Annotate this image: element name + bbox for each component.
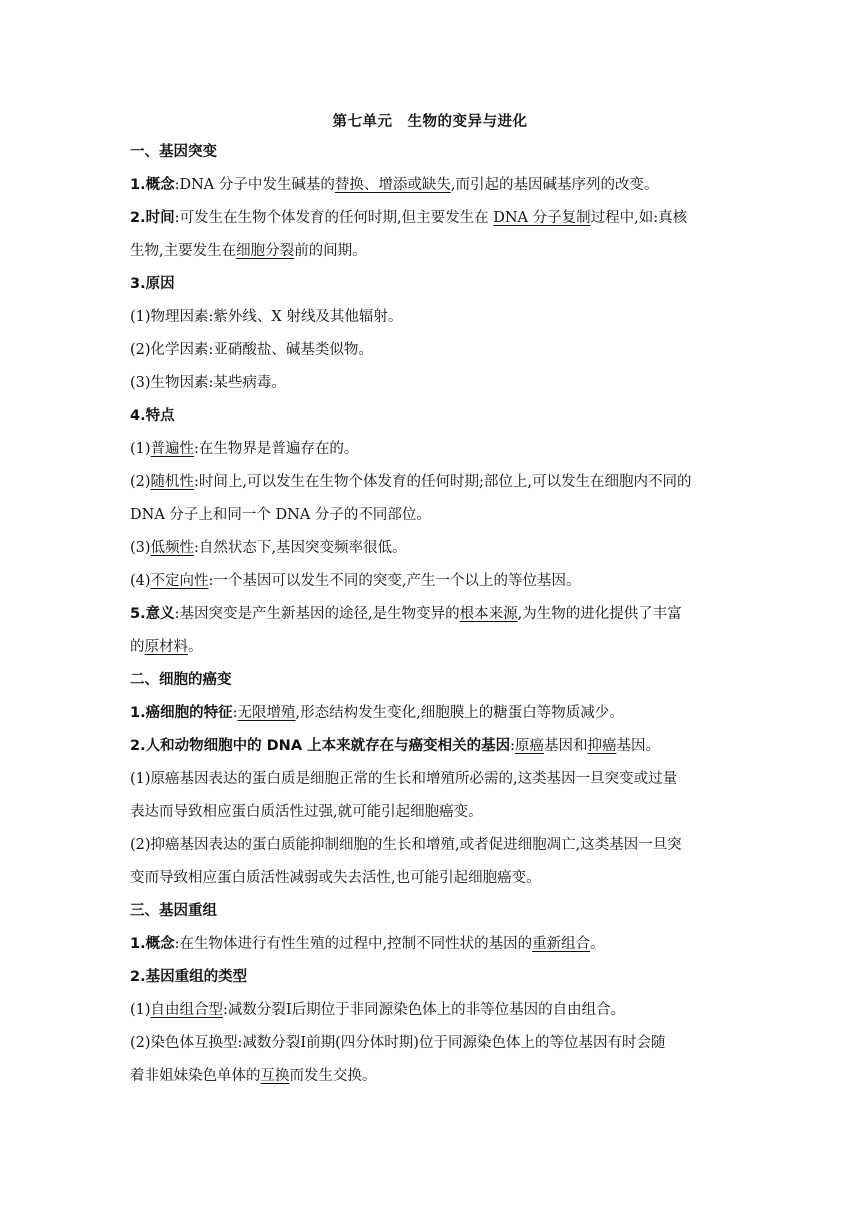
body-text: 。 (590, 936, 605, 952)
underlined-key-term: 随机性 (150, 474, 195, 490)
body-text: : (510, 738, 515, 754)
body-text: (3) (130, 540, 151, 556)
body-text: DNA 分子上和同一个 DNA 分子的不同部位。 (130, 507, 431, 523)
heading-text: 一、基因突变 (130, 144, 217, 160)
body-text: 。 (188, 639, 203, 655)
body-text: (3)生物因素:某些病毒。 (130, 375, 286, 391)
body-text: 的 (130, 639, 145, 655)
text-line (130, 433, 730, 466)
body-text: 着非姐妹染色单体的 (130, 1068, 261, 1084)
text-line (130, 829, 730, 862)
body-text: 基因。 (616, 738, 660, 754)
underlined-key-term: 重新组合 (532, 936, 591, 952)
body-text: (2) (130, 474, 151, 490)
heading-text: 2.基因重组的类型 (130, 969, 248, 985)
body-text: (2)抑癌基因表达的蛋白质能抑制细胞的生长和增殖,或者促进细胞凋亡,这类基因一旦突 (130, 837, 682, 853)
heading-text: 1.概念 (130, 177, 175, 193)
body-text: 生物,主要发生在 (130, 243, 237, 259)
heading-text: 2.人和动物细胞中的 DNA 上本来就存在与癌变相关的基因 (130, 738, 511, 754)
body-text: 表达而导致相应蛋白质活性过强,就可能引起细胞癌变。 (130, 804, 483, 820)
document-body (130, 136, 730, 1093)
text-line (130, 466, 730, 499)
heading-text: 二、细胞的癌变 (130, 672, 232, 688)
text-line (130, 961, 730, 994)
underlined-key-term: 替换、增添或缺失 (334, 177, 451, 193)
underlined-key-term: DNA 分子复制 (493, 210, 591, 226)
heading-text: 三、基因重组 (130, 903, 217, 919)
text-line (130, 367, 730, 400)
text-line (130, 895, 730, 928)
body-text: :在生物体进行有性生殖的过程中,控制不同性状的基因的 (174, 936, 533, 952)
text-line (130, 796, 730, 829)
text-line (130, 730, 730, 763)
underlined-key-term: 无限增殖 (237, 705, 296, 721)
underlined-key-term: 根本来源 (459, 606, 518, 622)
body-text: : (232, 705, 238, 721)
heading-text: 2.时间 (130, 210, 175, 226)
body-text: (2)化学因素:亚硝酸盐、碱基类似物。 (130, 342, 373, 358)
body-text: (1) (130, 441, 151, 457)
body-text: :减数分裂Ⅰ后期位于非同源染色体上的非等位基因的自由组合。 (223, 1002, 626, 1018)
body-text: (1)原癌基因表达的蛋白质是细胞正常的生长和增殖所必需的,这类基因一旦突变或过量 (130, 771, 678, 787)
underlined-key-term: 原癌 (514, 738, 544, 754)
text-line (130, 565, 730, 598)
heading-text: 5.意义 (130, 606, 175, 622)
body-text: 而发生交换。 (289, 1068, 377, 1084)
text-line (130, 697, 730, 730)
body-text: :基因突变是产生新基因的途径,是生物变异的 (174, 606, 460, 622)
body-text: :在生物界是普遍存在的。 (194, 441, 359, 457)
text-line (130, 763, 730, 796)
text-line (130, 928, 730, 961)
text-line (130, 532, 730, 565)
text-line (130, 499, 730, 532)
body-text: ,形态结构发生变化,细胞膜上的糖蛋白等物质减少。 (295, 705, 624, 721)
text-line (130, 400, 730, 433)
text-line (130, 235, 730, 268)
body-text: 前的间期。 (294, 243, 367, 259)
underlined-key-term: 自由组合型 (150, 1002, 224, 1018)
text-line (130, 202, 730, 235)
heading-text: 1.癌细胞的特征 (130, 705, 233, 721)
body-text: (4) (130, 573, 151, 589)
text-line (130, 169, 730, 202)
body-text: 基因和 (543, 738, 588, 754)
body-text: :自然状态下,基因突变频率很低。 (194, 540, 407, 556)
underlined-key-term: 抑癌 (587, 738, 617, 754)
underlined-key-term: 普遍性 (150, 441, 195, 457)
text-line (130, 994, 730, 1027)
body-text: :可发生在生物个体发育的任何时期,但主要发生在 (174, 210, 494, 226)
body-text: ,而引起的基因碱基序列的改变。 (450, 177, 659, 193)
body-text: 变而导致相应蛋白质活性减弱或失去活性,也可能引起细胞癌变。 (130, 870, 541, 886)
heading-text: 1.概念 (130, 936, 175, 952)
underlined-key-term: 原材料 (144, 639, 188, 655)
text-line (130, 1060, 730, 1093)
text-line (130, 862, 730, 895)
text-line (130, 598, 730, 631)
document-page (130, 106, 730, 1093)
text-line (130, 301, 730, 334)
body-text: :一个基因可以发生不同的突变,产生一个以上的等位基因。 (208, 573, 581, 589)
underlined-key-term: 细胞分裂 (236, 243, 295, 259)
body-text: :时间上,可以发生在生物个体发育的任何时期;部位上,可以发生在细胞内不同的 (194, 474, 692, 490)
text-line (130, 268, 730, 301)
body-text: 过程中,如:真核 (590, 210, 688, 226)
underlined-key-term: 低频性 (150, 540, 195, 556)
text-line (130, 334, 730, 367)
body-text: ,为生物的进化提供了丰富 (517, 606, 682, 622)
text-line (130, 136, 730, 169)
body-text: (1)物理因素:紫外线、X 射线及其他辐射。 (130, 309, 403, 325)
heading-text: 4.特点 (130, 408, 175, 424)
text-line (130, 664, 730, 697)
underlined-key-term: 互换 (260, 1068, 290, 1084)
page-title: 第七单元 生物的变异与进化 (332, 114, 528, 130)
body-text: (1) (130, 1002, 151, 1018)
body-text: :DNA 分子中发生碱基的 (174, 177, 335, 193)
underlined-key-term: 不定向性 (150, 573, 209, 589)
body-text: (2)染色体互换型:减数分裂Ⅰ前期(四分体时期)位于同源染色体上的等位基因有时会随 (130, 1035, 666, 1051)
heading-text: 3.原因 (130, 276, 175, 292)
text-line (130, 631, 730, 664)
text-line (130, 1027, 730, 1060)
